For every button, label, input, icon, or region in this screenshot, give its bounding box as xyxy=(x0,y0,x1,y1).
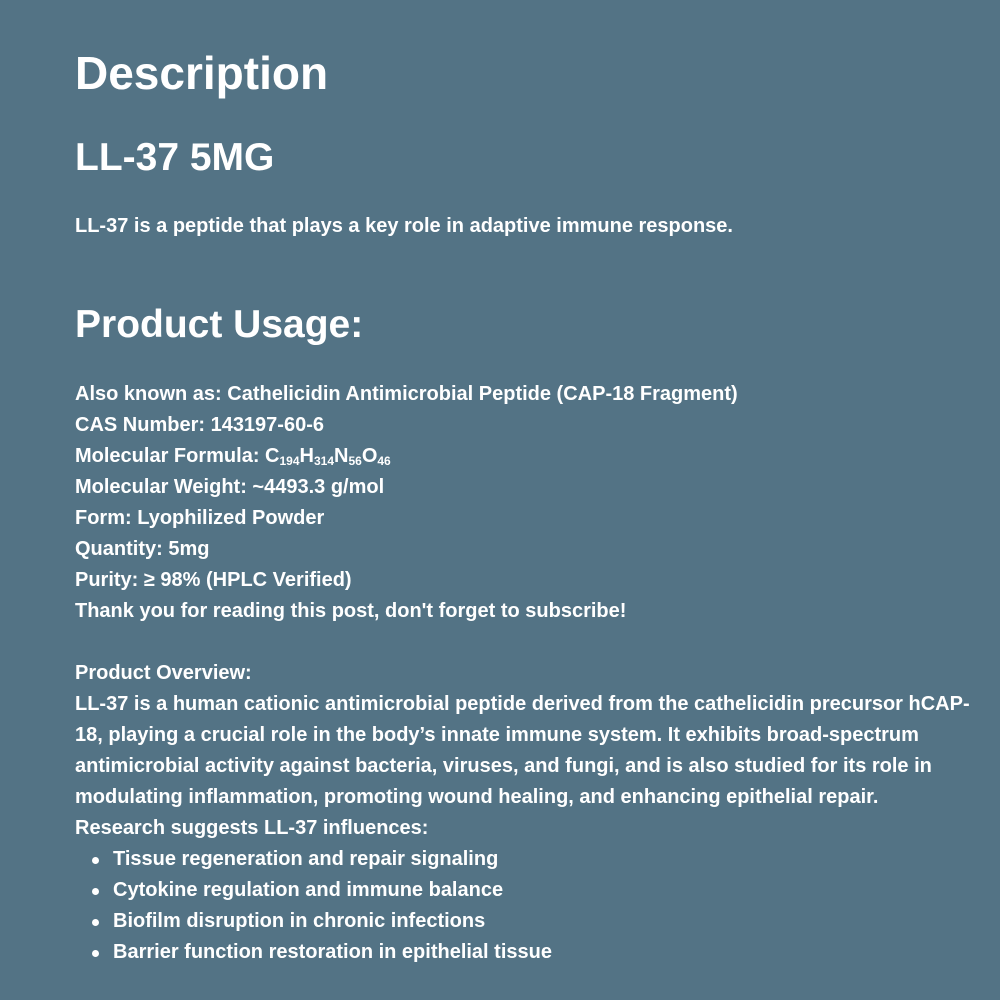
subscribe-note: Thank you for reading this post, don't forget to subscribe! xyxy=(75,600,627,622)
intro-text: LL-37 is a peptide that plays a key role in adaptive immune response. xyxy=(75,215,733,237)
molecular-formula-label: Molecular Formula: xyxy=(75,445,266,467)
molecular-formula xyxy=(75,441,975,472)
formula-element-o: O xyxy=(361,445,378,467)
product-usage-heading: Product Usage: xyxy=(75,303,364,346)
list-item: Barrier function restoration in epithelial tissue xyxy=(113,937,975,968)
form: Form: Lyophilized Powder xyxy=(75,507,325,529)
description-heading: Description xyxy=(75,47,329,99)
formula-count-n: 56 xyxy=(348,454,362,468)
product-overview-label: Product Overview: xyxy=(75,662,252,684)
list-item: Biofilm disruption in chronic infections xyxy=(113,906,975,937)
list-item: Cytokine regulation and immune balance xyxy=(113,875,975,906)
research-list xyxy=(75,844,975,968)
research-label: Research suggests LL-37 influences: xyxy=(75,817,429,839)
product-specs xyxy=(75,379,975,968)
formula-count-o: 46 xyxy=(377,454,391,468)
product-title: LL-37 5MG xyxy=(75,136,275,179)
formula-element-n: N xyxy=(334,445,349,467)
formula-count-c: 194 xyxy=(279,454,300,468)
spacer xyxy=(75,627,975,658)
formula-element-h: H xyxy=(299,445,314,467)
cas-number: CAS Number: 143197-60-6 xyxy=(75,414,324,436)
product-overview-text: LL-37 is a human cationic antimicrobial peptide derived from the cathelicidin precursor hCAP-18, playing a crucial role in the body’s innate immune system. It exhibits broad-spectrum antimicrobial activity against bacteria, viruses, and fungi, and is also studied for its role in modulating inflammation, promoting wound healing, and enhancing epithelial repair. xyxy=(75,693,970,808)
quantity: Quantity: 5mg xyxy=(75,538,210,560)
formula-count-h: 314 xyxy=(313,454,334,468)
molecular-weight: Molecular Weight: ~4493.3 g/mol xyxy=(75,476,385,498)
also-known-as: Also known as: Cathelicidin Antimicrobial Peptide (CAP-18 Fragment) xyxy=(75,383,738,405)
purity: Purity: ≥ 98% (HPLC Verified) xyxy=(75,569,352,591)
formula-element-c: C xyxy=(265,445,280,467)
list-item: Tissue regeneration and repair signaling xyxy=(113,844,975,875)
